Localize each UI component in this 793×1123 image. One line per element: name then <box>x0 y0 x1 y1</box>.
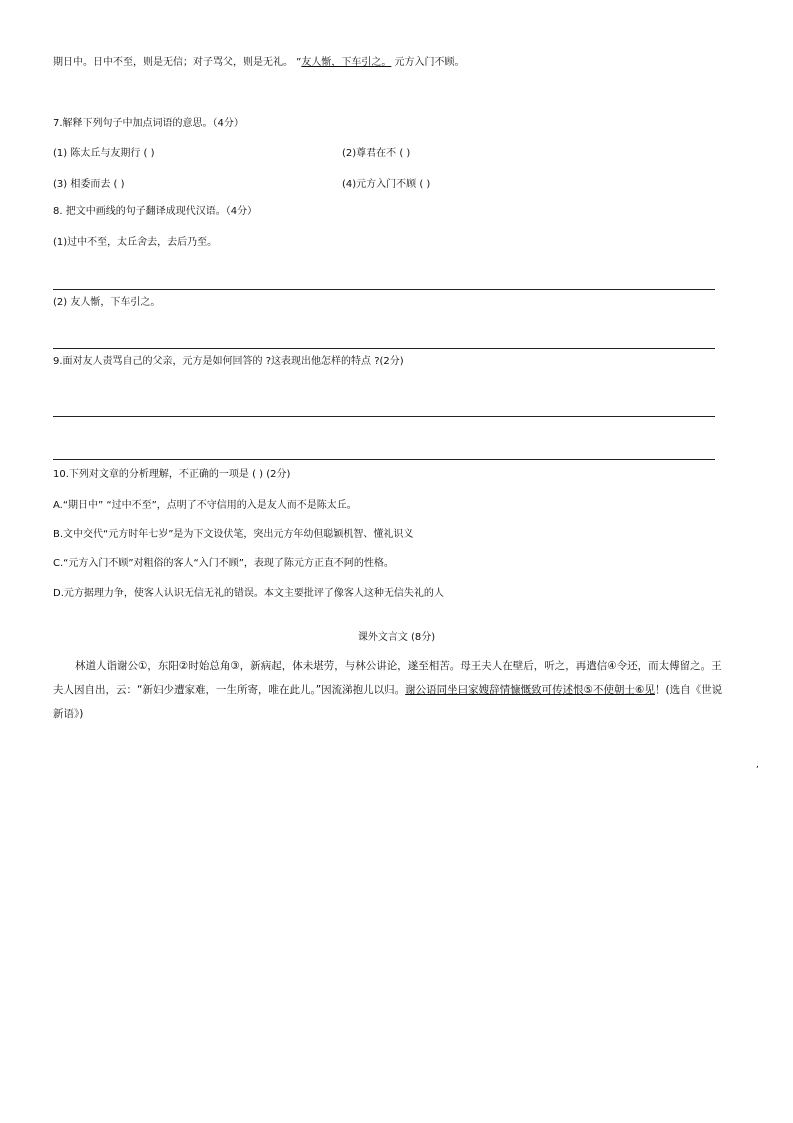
passage-end-line <box>53 56 465 70</box>
question-10-stem: 10.下列对文章的分析理解，不正确的一项是 ( ) (2分) <box>53 469 291 480</box>
question-10-option-d: D.元方据理力争，使客人认识无信无礼的错误。本文主要批评了像客人这种无信失礼的人 <box>53 588 444 599</box>
passage-text: 期日中。日中不至，则是无信；对子骂父，则是无礼。 ” <box>53 57 302 68</box>
question-10-option-b: B.文中交代“元方时年七岁”是为下文设伏笔，突出元方年幼但聪颖机智、懂礼识义 <box>53 529 414 540</box>
page-mark: , <box>756 760 759 770</box>
passage-text-end: 元方入门不顾。 <box>391 57 465 68</box>
citation: ！(选自《世说新语》) <box>53 684 723 720</box>
question-10-option-c: C.“元方入门不顾”对粗俗的客人“入门不顾”，表现了陈元方正直不阿的性格。 <box>53 558 394 569</box>
answer-line <box>53 289 715 290</box>
question-9-stem: 9.面对友人责骂自己的父亲，元方是如何回答的 ?这表现出他怎样的特点 ?(2分) <box>53 356 404 367</box>
question-8-item-2: (2) 友人惭，下车引之。 <box>53 297 161 308</box>
question-8-stem: 8. 把文中画线的句子翻译成现代汉语。（4分） <box>53 206 258 217</box>
underlined-sentence: 谢公语同坐曰家嫂辞情慷慨致可传述恨⑤不使朝士⑥见 <box>405 684 655 696</box>
question-8-item-1: (1)过中不至，太丘舍去，去后乃至。 <box>53 237 218 248</box>
classical-text <box>53 654 725 726</box>
question-7-item-4: (4)元方入门不顾 ( ) <box>342 179 431 190</box>
classical-text-body: 林道人诣谢公①，东阳②时始总角③，新病起，体未堪劳，与林公讲论，遂至相苦。母王夫人在壁后，听之，再遣信④令还，而太傅留之。王夫人因自出，云：“新妇少遭家难，一生所寄，唯在此儿。”因流涕抱儿以归。 <box>53 660 722 696</box>
answer-line <box>53 348 715 349</box>
question-7-stem: 7.解释下列句子中加点词语的意思。（4分） <box>53 118 244 129</box>
question-7-item-3: (3) 相委而去 ( ) <box>53 179 125 190</box>
question-7-item-2: (2)尊君在不 ( ) <box>342 148 411 159</box>
answer-line <box>53 416 715 417</box>
answer-line <box>53 459 715 460</box>
section-title: 课外文言文 (8分) <box>357 632 436 643</box>
underlined-sentence: 友人惭，下车引之。 <box>301 57 392 68</box>
question-10-option-a: A.“期日中” “过中不至”，点明了不守信用的入是友人而不是陈太丘。 <box>53 500 357 511</box>
question-7-item-1: (1) 陈太丘与友期行 ( ) <box>53 148 155 159</box>
